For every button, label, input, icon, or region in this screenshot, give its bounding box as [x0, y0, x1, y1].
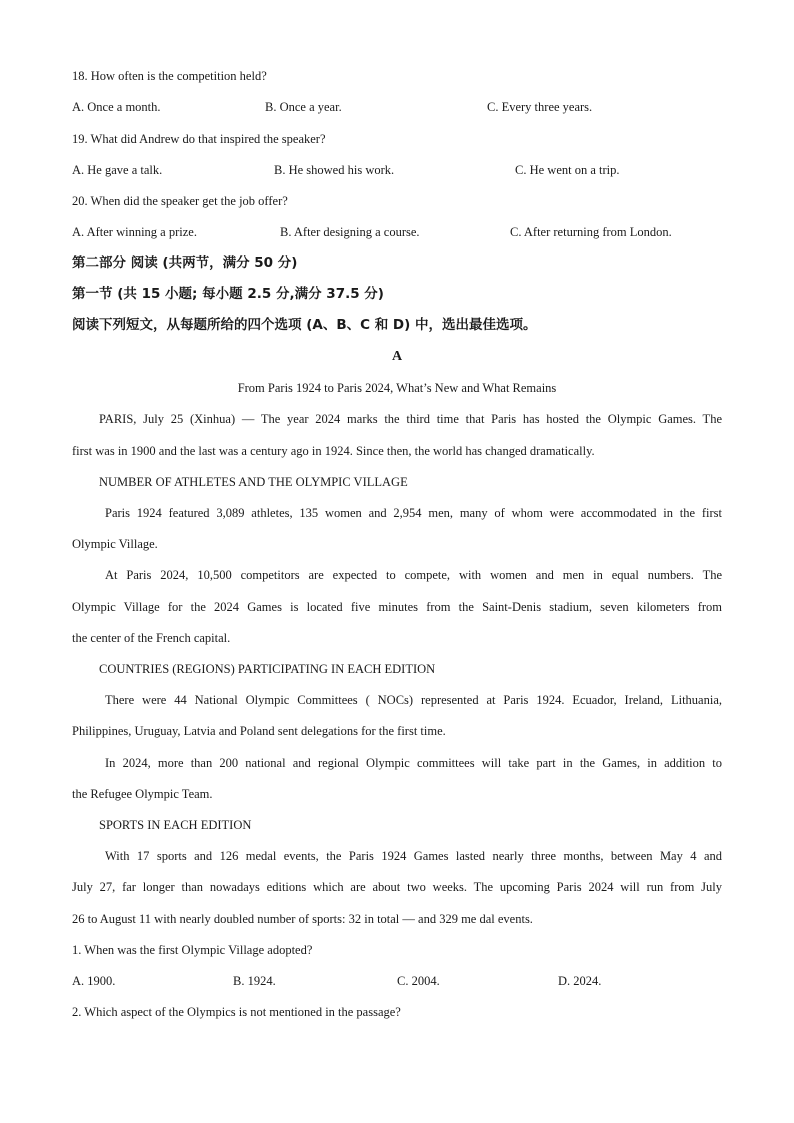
subheading-sports: SPORTS IN EACH EDITION: [99, 818, 252, 832]
section-subtitle: 第一节 (共 15 小题; 每小题 2.5 分,满分 37.5 分): [72, 286, 384, 302]
paragraph-5-line-1: In 2024, more than 200 national and regional Olympic committees will take part in the Games, in addition to: [105, 756, 722, 770]
paragraph-2-line-1: Paris 1924 featured 3,089 athletes, 135 women and 2,954 men, many of whom were accommodated in the first: [105, 506, 722, 520]
paragraph-3-line-1: At Paris 2024, 10,500 competitors are expected to compete, with women and men in equal numbers. The: [105, 568, 722, 582]
paragraph-3-line-2: Olympic Village for the 2024 Games is located five minutes from the Saint-Denis stadium, seven kilometers from: [72, 600, 722, 614]
paragraph-6-line-3: 26 to August 11 with nearly doubled number of sports: 32 in total — and 329 me dal events.: [72, 912, 533, 926]
question-18: 18. How often is the competition held?: [72, 69, 267, 83]
q19-option-a: A. He gave a talk.: [72, 163, 163, 177]
q1-option-c: C. 2004.: [397, 974, 440, 988]
subheading-countries: COUNTRIES (REGIONS) PARTICIPATING IN EACH EDITION: [99, 662, 436, 676]
question-1: 1. When was the first Olympic Village adopted?: [72, 943, 313, 957]
paragraph-4-line-1: There were 44 National Olympic Committees ( NOCs) represented at Paris 1924. Ecuador, Ireland, Lithuania,: [105, 693, 722, 707]
question-2: 2. Which aspect of the Olympics is not mentioned in the passage?: [72, 1005, 401, 1019]
q1-option-b: B. 1924.: [233, 974, 276, 988]
q18-option-c: C. Every three years.: [487, 100, 593, 114]
paragraph-5-line-2: the Refugee Olympic Team.: [72, 787, 213, 801]
q20-option-b: B. After designing a course.: [280, 225, 420, 239]
paragraph-6-line-1: With 17 sports and 126 medal events, the Paris 1924 Games lasted nearly three months, between May 4 and: [105, 849, 722, 863]
subheading-athletes: NUMBER OF ATHLETES AND THE OLYMPIC VILLAGE: [99, 475, 408, 489]
passage-label: A: [391, 349, 403, 364]
q18-option-b: B. Once a year.: [265, 100, 342, 114]
q18-option-a: A. Once a month.: [72, 100, 161, 114]
reading-instruction: 阅读下列短文，从每题所给的四个选项 (A、B、C 和 D) 中，选出最佳选项。: [72, 317, 537, 333]
q1-option-d: D. 2024.: [558, 974, 602, 988]
passage-title: From Paris 1924 to Paris 2024, What’s New and What Remains: [237, 381, 557, 395]
paragraph-1-line-2: first was in 1900 and the last was a century ago in 1924. Since then, the world has changed dramatically.: [72, 444, 595, 458]
paragraph-2-line-2: Olympic Village.: [72, 537, 158, 551]
question-20: 20. When did the speaker get the job offer?: [72, 194, 288, 208]
paragraph-1-line-1: PARIS, July 25 (Xinhua) — The year 2024 marks the third time that Paris has hosted the Olympic Games. The: [99, 412, 722, 426]
paragraph-4-line-2: Philippines, Uruguay, Latvia and Poland sent delegations for the first time.: [72, 724, 446, 738]
paragraph-6-line-2: July 27, far longer than nowadays editions which are about two weeks. The upcoming Paris 2024 will run from July: [72, 880, 722, 894]
q20-option-c: C. After returning from London.: [510, 225, 672, 239]
question-19: 19. What did Andrew do that inspired the speaker?: [72, 132, 326, 146]
q20-option-a: A. After winning a prize.: [72, 225, 197, 239]
q1-option-a: A. 1900.: [72, 974, 116, 988]
q19-option-c: C. He went on a trip.: [515, 163, 620, 177]
q19-option-b: B. He showed his work.: [274, 163, 395, 177]
paragraph-3-line-3: the center of the French capital.: [72, 631, 231, 645]
part-title: 第二部分 阅读 (共两节，满分 50 分): [72, 255, 298, 271]
